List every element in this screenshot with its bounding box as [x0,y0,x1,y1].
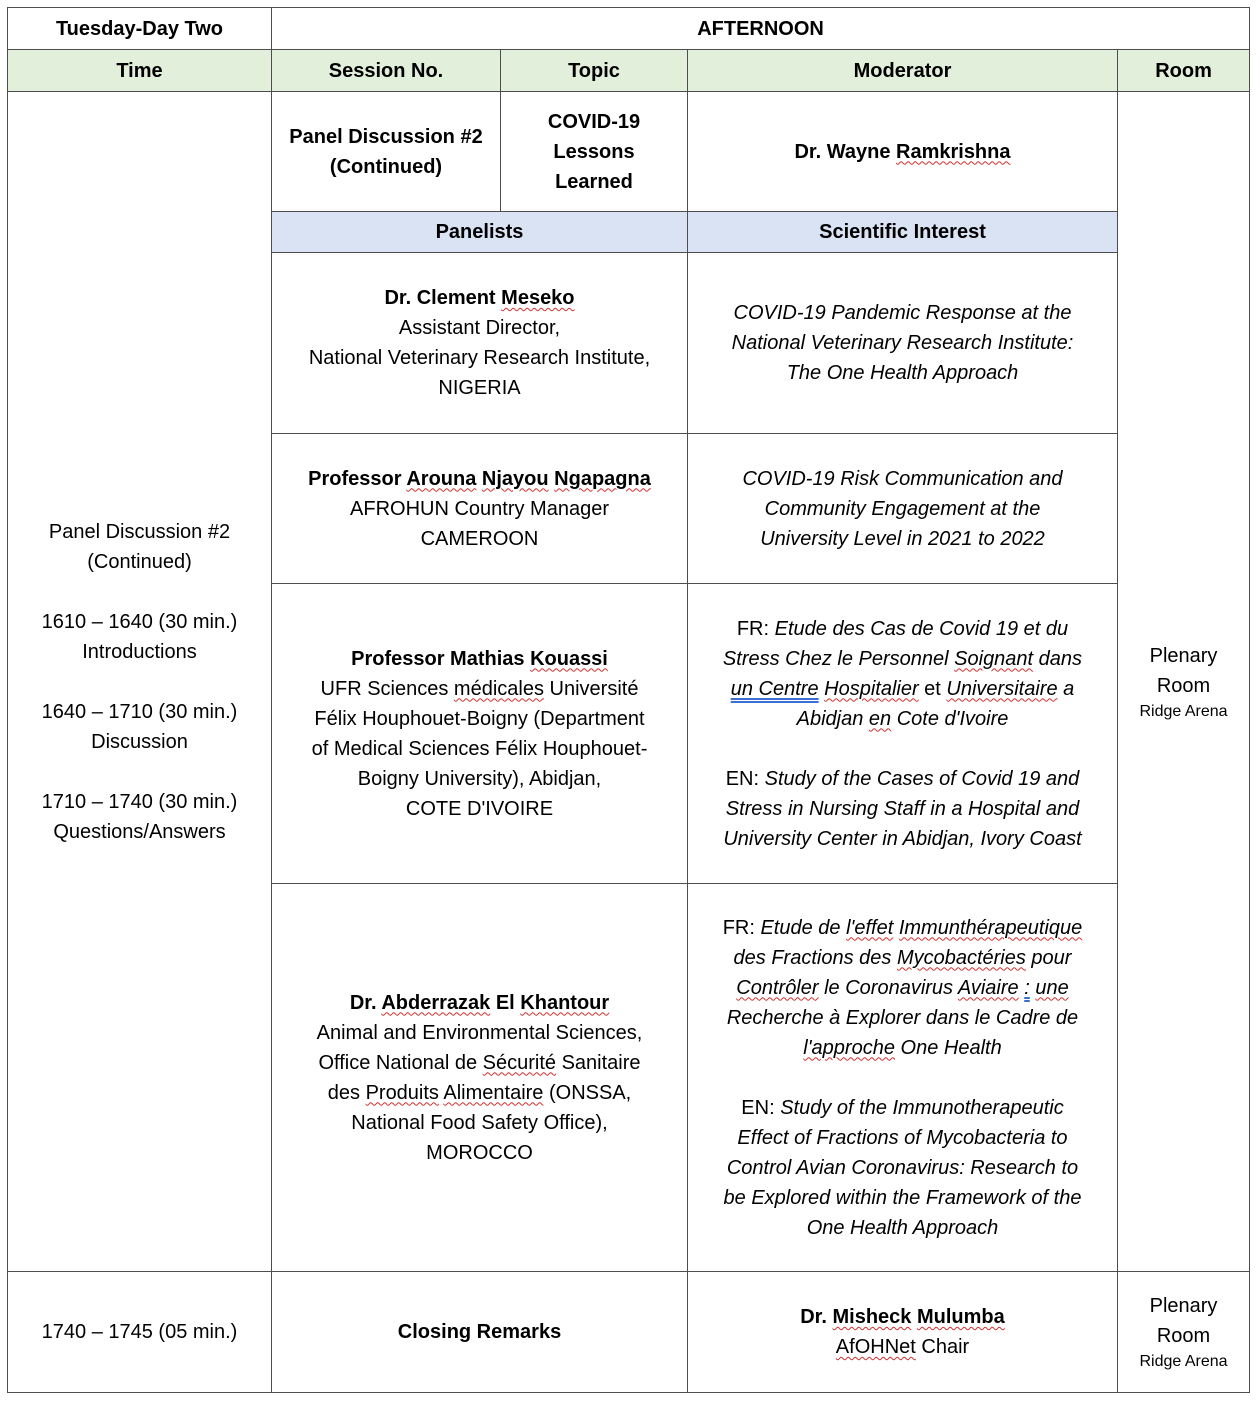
room-cell: Plenary Room Ridge Arena [1118,92,1250,1272]
panelist-info: Professor Arouna Njayou Ngapagna AFROHUN Country Manager CAMEROON [272,434,688,584]
closing-title: Closing Remarks [272,1272,688,1393]
col-header-topic: Topic [501,50,688,92]
panelist-interest: COVID-19 Pandemic Response at the National Veterinary Research Institute: The One Health Approach [688,253,1118,434]
period-label: AFTERNOON [272,8,1250,50]
panelist-name: Professor Arouna Njayou Ngapagna [308,467,651,490]
slot-label: Questions/Answers [53,820,226,843]
room-venue: Ridge Arena [1139,702,1228,720]
session-number: Panel Discussion #2 (Continued) [272,92,501,212]
time-block-title-continued: (Continued) [87,550,192,573]
col-header-moderator: Moderator [688,50,1118,92]
col-header-session-no: Session No. [272,50,501,92]
col-header-room: Room [1118,50,1250,92]
interest-header: Scientific Interest [688,212,1118,253]
closing-row [8,1272,1250,1393]
day-label: Tuesday-Day Two [8,8,272,50]
panelist-info: Professor Mathias Kouassi UFR Sciences médicales Université Félix Houphouet-Boigny (Department of Medical Sciences Félix Houphouet- Boigny University), Abidjan, COTE D'IVOIRE [272,584,688,884]
column-header-row [8,50,1250,92]
closing-speaker: Dr. Misheck Mulumba AfOHNet Chair [688,1272,1118,1393]
session-row [8,92,1250,212]
panelist-interest: COVID-19 Risk Communication and Community Engagement at the University Level in 2021 to 2022 [688,434,1118,584]
slot-label: Introductions [82,640,197,663]
time-block-title: Panel Discussion #2 [48,520,231,543]
panelist-name: Dr. Abderrazak El Khantour [349,991,610,1014]
closing-room: Plenary Room Ridge Arena [1118,1272,1250,1393]
panelist-interest: FR: Etude des Cas de Covid 19 et du Stress Chez le Personnel Soignant dans un Centre Hospitalier et Universitaire a Abidjan en Cote d'Ivoire EN: Study of the Cases of Covid 19 and Stress in Nursing Staff in a Hospital and University Center in Abidjan, Ivory Coast [688,584,1118,884]
session-topic: COVID-19 Lessons Learned [501,92,688,212]
title-row [8,8,1250,50]
panelist-interest: FR: Etude de l'effet Immunthérapeutique des Fractions des Mycobactéries pour Contrôler le Coronavirus Aviaire : une Recherche à Explorer dans le Cadre de l'approche One Health EN: Study of the Immunotherapeutic Effect of Fractions of Mycobacteria to Control Avian Coronavirus: Research to be Explored within the Framework of the One Health Approach [688,884,1118,1272]
panelist-info: Dr. Abderrazak El Khantour Animal and Environmental Sciences, Office National de Sécurité Sanitaire des Produits Alimentaire (ONSSA, National Food Safety Office), MOROCCO [272,884,688,1272]
time-block [8,92,272,1272]
session-moderator: Dr. Wayne Ramkrishna [688,92,1118,212]
panelist-info: Dr. Clement Meseko Assistant Director, National Veterinary Research Institute, NIGERIA [272,253,688,434]
panelist-name: Dr. Clement Meseko [384,287,575,309]
closing-time: 1740 – 1745 (05 min.) [8,1272,272,1393]
col-header-time: Time [8,50,272,92]
slot-time: 1610 – 1640 (30 min.) [41,610,238,633]
slot-label: Discussion [91,730,188,753]
panelists-header: Panelists [272,212,688,253]
schedule-table [7,7,1250,1393]
panelist-name: Professor Mathias Kouassi [351,647,608,670]
slot-time: 1710 – 1740 (30 min.) [41,790,238,813]
slot-time: 1640 – 1710 (30 min.) [41,700,238,723]
